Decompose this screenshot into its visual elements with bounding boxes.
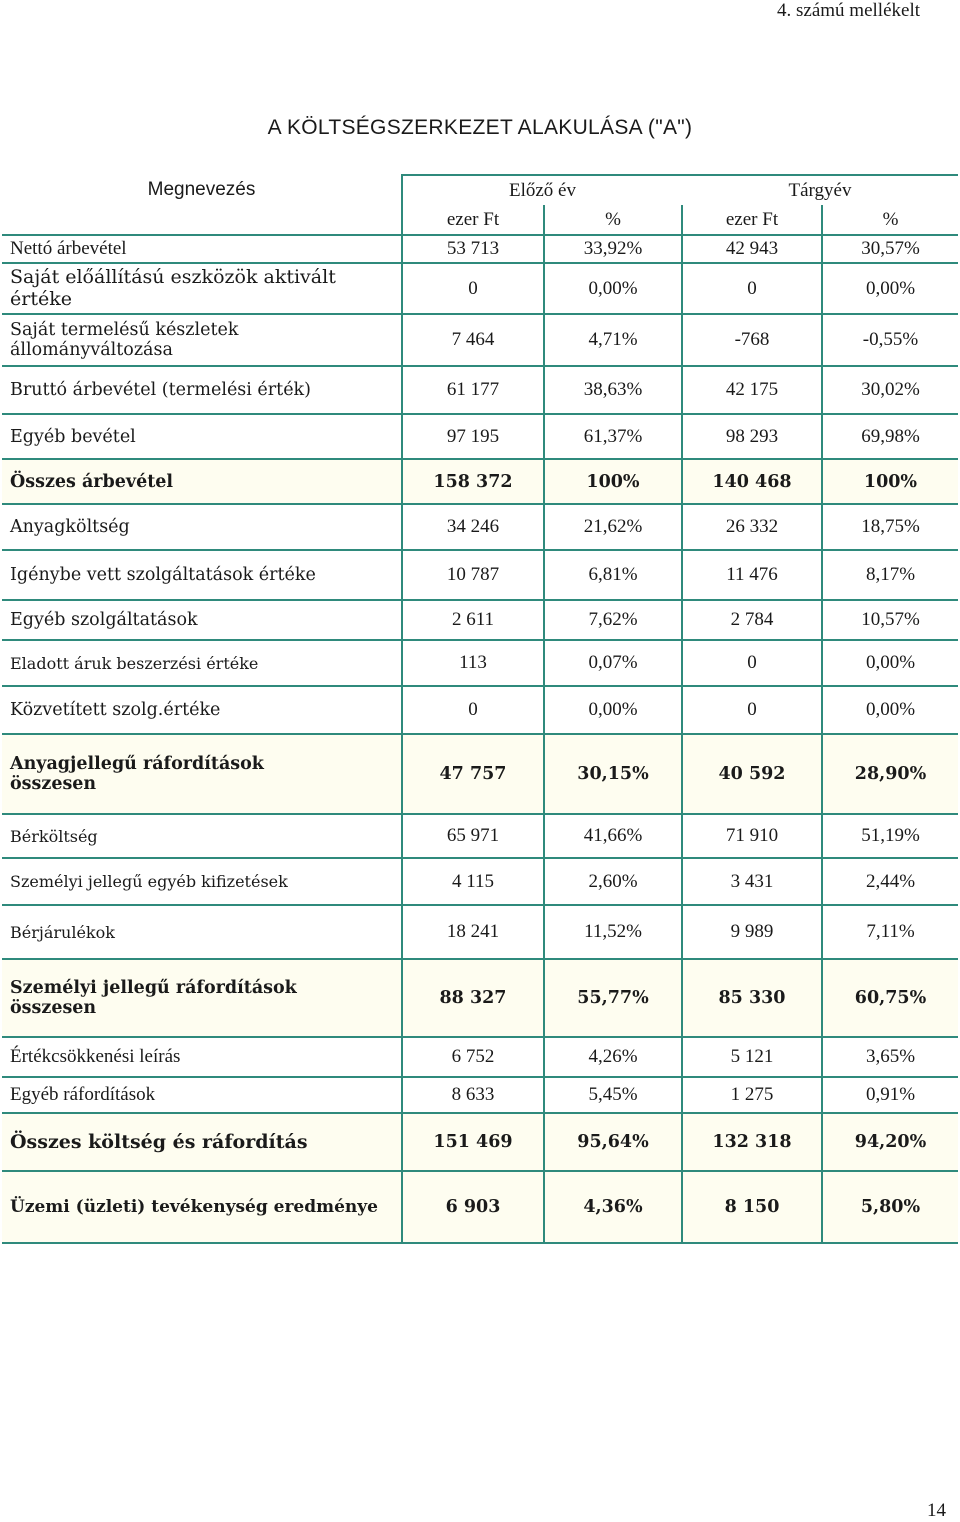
cell-prev-percent: 41,66%	[544, 814, 682, 858]
row-label: Személyi jellegű ráfordítások összesen	[2, 959, 402, 1037]
cell-current-amount: 2 784	[682, 600, 822, 640]
row-label: Egyéb ráfordítások	[2, 1077, 402, 1113]
cell-prev-amount: 4 115	[402, 858, 544, 905]
cell-prev-amount: 97 195	[402, 414, 544, 459]
cell-prev-percent: 30,15%	[544, 734, 682, 814]
subheader-prev-percent: %	[544, 205, 682, 235]
cell-current-amount: 140 468	[682, 459, 822, 504]
cell-current-amount: -768	[682, 314, 822, 366]
column-header-prev-year: Előző év	[402, 175, 682, 205]
cell-prev-percent: 0,00%	[544, 263, 682, 314]
cell-current-percent: 51,19%	[822, 814, 958, 858]
cell-prev-amount: 113	[402, 640, 544, 686]
cell-prev-amount: 6 752	[402, 1037, 544, 1077]
cell-current-amount: 3 431	[682, 858, 822, 905]
cell-prev-percent: 0,00%	[544, 686, 682, 734]
row-label: Nettó árbevétel	[2, 235, 402, 263]
cell-current-percent: -0,55%	[822, 314, 958, 366]
cell-current-amount: 5 121	[682, 1037, 822, 1077]
cell-current-percent: 28,90%	[822, 734, 958, 814]
cell-prev-amount: 151 469	[402, 1113, 544, 1171]
cell-prev-percent: 2,60%	[544, 858, 682, 905]
cell-prev-percent: 21,62%	[544, 504, 682, 550]
cell-prev-amount: 8 633	[402, 1077, 544, 1113]
cell-prev-amount: 6 903	[402, 1171, 544, 1243]
cell-current-amount: 0	[682, 263, 822, 314]
row-label: Saját termelésű készletek állományváltozása	[2, 314, 402, 366]
cell-current-percent: 0,00%	[822, 263, 958, 314]
cell-current-amount: 98 293	[682, 414, 822, 459]
cell-current-percent: 7,11%	[822, 905, 958, 959]
cell-current-amount: 132 318	[682, 1113, 822, 1171]
cell-prev-amount: 10 787	[402, 550, 544, 600]
cell-prev-amount: 53 713	[402, 235, 544, 263]
cell-prev-amount: 18 241	[402, 905, 544, 959]
annex-label: 4. számú mellékelt	[777, 0, 920, 21]
row-label: Igénybe vett szolgáltatások értéke	[2, 550, 402, 600]
subheader-current-percent: %	[822, 205, 958, 235]
row-label: Közvetített szolg.értéke	[2, 686, 402, 734]
cell-current-amount: 26 332	[682, 504, 822, 550]
cell-current-amount: 0	[682, 640, 822, 686]
cell-current-percent: 30,57%	[822, 235, 958, 263]
cell-current-percent: 94,20%	[822, 1113, 958, 1171]
row-label: Összes költség és ráfordítás	[2, 1113, 402, 1171]
cell-current-percent: 69,98%	[822, 414, 958, 459]
cell-prev-percent: 38,63%	[544, 366, 682, 414]
row-label: Egyéb bevétel	[2, 414, 402, 459]
cell-prev-percent: 4,36%	[544, 1171, 682, 1243]
row-label: Bérköltség	[2, 814, 402, 858]
cell-prev-percent: 6,81%	[544, 550, 682, 600]
cell-current-percent: 5,80%	[822, 1171, 958, 1243]
cell-prev-amount: 61 177	[402, 366, 544, 414]
cell-current-amount: 0	[682, 686, 822, 734]
column-header-current-year: Tárgyév	[682, 175, 958, 205]
cell-prev-percent: 11,52%	[544, 905, 682, 959]
cell-current-amount: 40 592	[682, 734, 822, 814]
cell-prev-percent: 55,77%	[544, 959, 682, 1037]
cell-current-percent: 8,17%	[822, 550, 958, 600]
cell-current-percent: 0,91%	[822, 1077, 958, 1113]
cell-prev-percent: 33,92%	[544, 235, 682, 263]
cell-current-amount: 42 943	[682, 235, 822, 263]
cell-current-amount: 85 330	[682, 959, 822, 1037]
row-label: Személyi jellegű egyéb kifizetések	[2, 858, 402, 905]
row-label: Bérjárulékok	[2, 905, 402, 959]
cell-current-percent: 60,75%	[822, 959, 958, 1037]
cell-prev-percent: 0,07%	[544, 640, 682, 686]
cell-prev-amount: 7 464	[402, 314, 544, 366]
cell-prev-percent: 7,62%	[544, 600, 682, 640]
cell-prev-percent: 4,26%	[544, 1037, 682, 1077]
cell-prev-percent: 95,64%	[544, 1113, 682, 1171]
cell-current-percent: 3,65%	[822, 1037, 958, 1077]
cell-prev-percent: 100%	[544, 459, 682, 504]
page-number: 14	[927, 1500, 946, 1521]
cell-current-amount: 9 989	[682, 905, 822, 959]
cell-prev-amount: 65 971	[402, 814, 544, 858]
cost-structure-table	[2, 174, 958, 1244]
column-header-name: Megnevezés	[147, 179, 256, 200]
cell-current-amount: 42 175	[682, 366, 822, 414]
cell-prev-amount: 2 611	[402, 600, 544, 640]
row-label: Anyagköltség	[2, 504, 402, 550]
cell-prev-amount: 0	[402, 263, 544, 314]
cell-current-amount: 8 150	[682, 1171, 822, 1243]
row-label: Összes árbevétel	[2, 459, 402, 504]
row-label: Anyagjellegű ráfordítások összesen	[2, 734, 402, 814]
row-label: Bruttó árbevétel (termelési érték)	[2, 366, 402, 414]
cell-current-percent: 10,57%	[822, 600, 958, 640]
row-label: Értékcsökkenési leírás	[2, 1037, 402, 1077]
cell-current-percent: 18,75%	[822, 504, 958, 550]
cell-current-percent: 0,00%	[822, 640, 958, 686]
cell-current-percent: 100%	[822, 459, 958, 504]
row-label: Saját előállítású eszközök aktivált értéke	[2, 263, 402, 314]
cell-prev-percent: 5,45%	[544, 1077, 682, 1113]
cell-prev-amount: 88 327	[402, 959, 544, 1037]
cell-prev-percent: 4,71%	[544, 314, 682, 366]
cell-prev-amount: 34 246	[402, 504, 544, 550]
subheader-current-amount: ezer Ft	[682, 205, 822, 235]
cell-current-percent: 2,44%	[822, 858, 958, 905]
cell-current-percent: 30,02%	[822, 366, 958, 414]
row-label: Üzemi (üzleti) tevékenység eredménye	[2, 1171, 402, 1243]
cell-current-amount: 11 476	[682, 550, 822, 600]
cell-prev-amount: 158 372	[402, 459, 544, 504]
cell-current-percent: 0,00%	[822, 686, 958, 734]
cell-prev-percent: 61,37%	[544, 414, 682, 459]
cell-current-amount: 1 275	[682, 1077, 822, 1113]
row-label: Egyéb szolgáltatások	[2, 600, 402, 640]
subheader-prev-amount: ezer Ft	[402, 205, 544, 235]
cell-prev-amount: 0	[402, 686, 544, 734]
page-title: A KÖLTSÉGSZERKEZET ALAKULÁSA ("A")	[267, 116, 693, 139]
cell-current-amount: 71 910	[682, 814, 822, 858]
header-spacer	[2, 205, 402, 235]
cell-prev-amount: 47 757	[402, 734, 544, 814]
row-label: Eladott áruk beszerzési értéke	[2, 640, 402, 686]
